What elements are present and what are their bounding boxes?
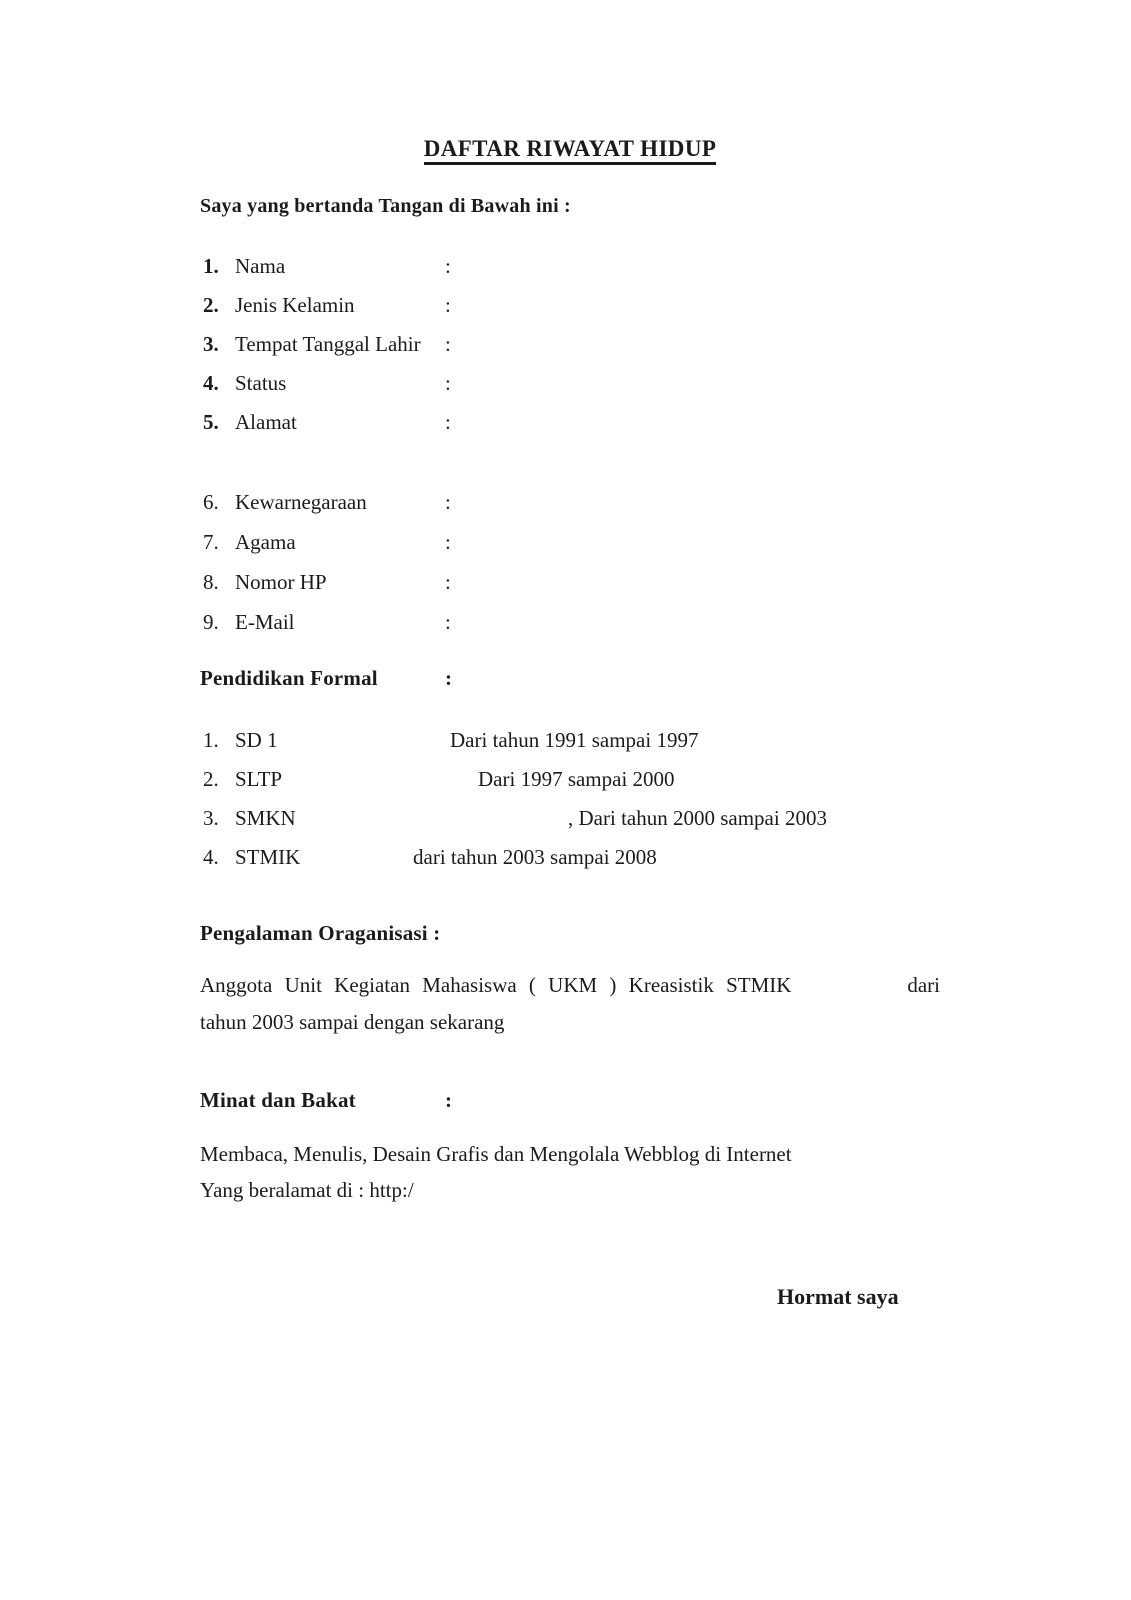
item-label: Jenis Kelamin [235, 293, 355, 317]
item-number: 4. [203, 371, 219, 395]
item-number: 9. [203, 610, 219, 634]
section-heading-colon: : [445, 1088, 452, 1112]
school-name: STMIK [235, 845, 301, 869]
section-heading-label: Minat dan Bakat [200, 1088, 356, 1112]
item-label: Alamat [235, 410, 297, 434]
item-colon: : [445, 254, 451, 278]
item-colon: : [445, 610, 451, 634]
personal-item-alamat [203, 409, 457, 435]
item-label: Nomor HP [235, 570, 327, 594]
section-heading-colon: : [445, 666, 452, 690]
item-number: 4. [203, 845, 219, 869]
personal-item-jenis-kelamin [203, 292, 457, 318]
education-item-stmik [203, 844, 1003, 870]
education-item-sd [203, 727, 1003, 753]
personal-item-kewarnegaraan [203, 489, 457, 515]
item-colon: : [445, 332, 451, 356]
organization-text-continued: dari [907, 973, 940, 997]
document-title-text: DAFTAR RIWAYAT HIDUP [424, 136, 717, 165]
education-section-heading [200, 665, 452, 691]
personal-item-nomor-hp [203, 569, 457, 595]
item-number: 3. [203, 332, 219, 356]
personal-item-status [203, 370, 457, 396]
item-label: Status [235, 371, 287, 395]
item-label: Nama [235, 254, 286, 278]
item-label: E-Mail [235, 610, 295, 634]
item-number: 2. [203, 767, 219, 791]
organization-paragraph-line1 [200, 972, 940, 998]
item-label: Tempat Tanggal Lahir [235, 332, 421, 356]
item-number: 8. [203, 570, 219, 594]
item-colon: : [445, 293, 451, 317]
education-period: Dari tahun 1991 sampai 1997 [450, 728, 699, 752]
interests-line2: Yang beralamat di : http:/ [200, 1178, 414, 1202]
item-label: Agama [235, 530, 296, 554]
item-colon: : [445, 371, 451, 395]
personal-item-nama [203, 253, 457, 279]
personal-item-tempat-tanggal-lahir [203, 331, 457, 357]
school-name: SD 1 [235, 728, 278, 752]
organization-text: Anggota Unit Kegiatan Mahasiswa ( UKM ) Kreasistik STMIK [200, 973, 792, 997]
intro-line: Saya yang bertanda Tangan di Bawah ini : [200, 195, 571, 217]
item-number: 1. [203, 728, 219, 752]
item-colon: : [445, 410, 451, 434]
item-number: 7. [203, 530, 219, 554]
item-number: 2. [203, 293, 219, 317]
school-name: SMKN [235, 806, 296, 830]
item-number: 5. [203, 410, 219, 434]
education-period: dari tahun 2003 sampai 2008 [413, 845, 657, 869]
education-period: Dari 1997 sampai 2000 [478, 767, 675, 791]
personal-item-agama [203, 529, 457, 555]
item-label: Kewarnegaraan [235, 490, 367, 514]
item-number: 1. [203, 254, 219, 278]
document-title [200, 135, 940, 164]
education-item-smkn [203, 805, 1003, 831]
section-heading-label: Pendidikan Formal [200, 666, 378, 690]
school-name: SLTP [235, 767, 283, 791]
closing-salutation: Hormat saya [777, 1284, 899, 1309]
education-period: , Dari tahun 2000 sampai 2003 [568, 806, 827, 830]
item-colon: : [445, 490, 451, 514]
education-item-sltp [203, 766, 1003, 792]
item-colon: : [445, 570, 451, 594]
interests-line1: Membaca, Menulis, Desain Grafis dan Mengolala Webblog di Internet [200, 1142, 792, 1166]
item-colon: : [445, 530, 451, 554]
organization-paragraph-line2: tahun 2003 sampai dengan sekarang [200, 1010, 505, 1034]
interests-section-heading [200, 1087, 452, 1113]
organization-section-heading: Pengalaman Oraganisasi : [200, 921, 441, 945]
item-number: 3. [203, 806, 219, 830]
personal-item-email [203, 609, 457, 635]
item-number: 6. [203, 490, 219, 514]
